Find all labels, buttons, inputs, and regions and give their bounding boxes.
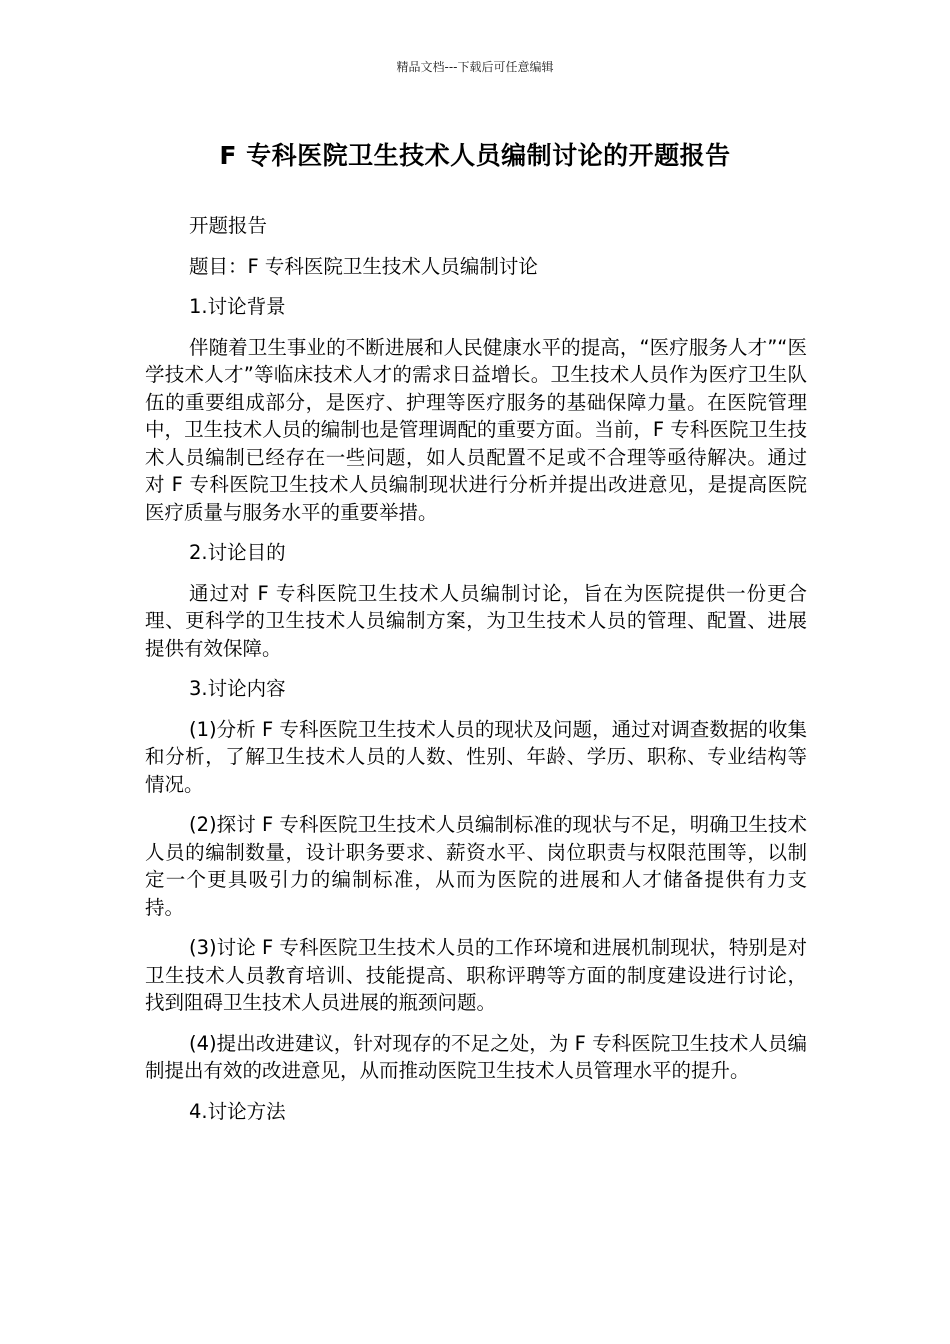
document-title: F 专科医院卫生技术人员编制讨论的开题报告 [219,141,731,170]
paragraph-purpose: 通过对 F 专科医院卫生技术人员编制讨论，旨在为医院提供一份更合理、更科学的卫生技术人员编制方案，为卫生技术人员的管理、配置、进展提供有效保障。 [145,581,807,660]
section-label-report: 开题报告 [189,214,268,237]
section-heading-content: 3.讨论内容 [189,677,286,700]
section-heading-purpose: 2.讨论目的 [189,541,286,564]
topic-line: 题目：F 专科医院卫生技术人员编制讨论 [189,254,538,278]
paragraph-content-item-3: (3)讨论 F 专科医院卫生技术人员的工作环境和进展机制现状，特别是对卫生技术人员教育培训、技能提高、职称评聘等方面的制度建设进行讨论，找到阻碍卫生技术人员进展的瓶颈问题。 [145,936,807,1014]
section-heading-background: 1.讨论背景 [189,295,286,318]
paragraph-content-item-4: (4)提出改进建议，针对现存的不足之处，为 F 专科医院卫生技术人员编制提出有效的改进意见，从而推动医院卫生技术人员管理水平的提升。 [145,1031,807,1082]
document-body [145,212,807,1138]
header-note: 精品文档---下载后可任意编辑 [396,60,554,74]
paragraph-content-item-1: (1)分析 F 专科医院卫生技术人员的现状及问题，通过对调查数据的收集和分析，了解卫生技术人员的人数、性别、年龄、学历、职称、专业结构等情况。 [145,717,807,796]
section-heading-method: 4.讨论方法 [189,1099,286,1123]
paragraph-content-item-2: (2)探讨 F 专科医院卫生技术人员编制标准的现状与不足，明确卫生技术人员的编制数量，设计职务要求、薪资水平、岗位职责与权限范围等，以制定一个更具吸引力的编制标准，从而为医院的进展和人才储备提供有力支持。 [145,813,807,919]
paragraph-background: 伴随着卫生事业的不断进展和人民健康水平的提高，“医疗服务人才”“医学技术人才”等临床技术人才的需求日益增长。卫生技术人员作为医疗卫生队伍的重要组成部分，是医疗、护理等医疗服务的基础保障力量。在医院管理中，卫生技术人员的编制也是管理调配的重要方面。当前，F 专科医院卫生技术人员编制已经存在一些问题，如人员配置不足或不合理等亟待解决。通过对 F 专科医院卫生技术人员编制现状进行分析并提出改进意见，是提高医院医疗质量与服务水平的重要举措。 [145,335,807,524]
